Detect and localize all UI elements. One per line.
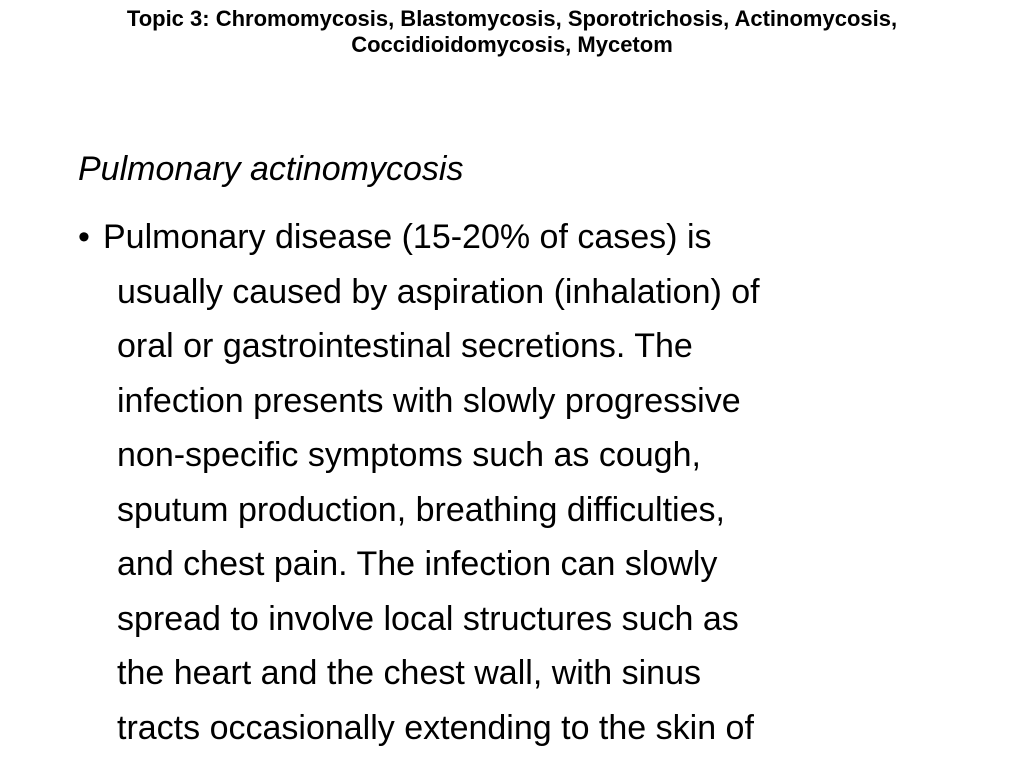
bullet-text-line: sputum production, breathing difficulties, — [117, 490, 725, 529]
bullet-text-line: oral or gastrointestinal secretions. The — [117, 327, 693, 365]
slide-title — [0, 6, 1024, 58]
slide-title-line: Topic 3: Chromomycosis, Blastomycosis, Sporotrichosis, Actinomycosis, — [126, 6, 898, 31]
bullet-text-line: spread to involve local structures such as — [117, 599, 739, 638]
bullet-marker: • — [78, 218, 90, 256]
section-subheading: Pulmonary actinomycosis — [78, 150, 464, 188]
bullet-text-line: usually caused by aspiration (inhalation) of — [117, 272, 760, 311]
bullet-text-line: infection presents with slowly progressive — [117, 381, 741, 420]
bullet-text-line: the heart and the chest wall, with sinus — [117, 654, 701, 692]
bullet-list-item — [78, 210, 958, 755]
bullet-text-line: Pulmonary disease (15-20% of cases) is — [103, 218, 712, 256]
bullet-text-line: and chest pain. The infection can slowly — [117, 545, 718, 583]
bullet-text-line: tracts occasionally extending to the skin of — [117, 708, 754, 747]
slide-title-line: Coccidioidomycosis, Mycetom — [351, 32, 673, 57]
bullet-text-line: non-specific symptoms such as cough, — [117, 436, 701, 474]
